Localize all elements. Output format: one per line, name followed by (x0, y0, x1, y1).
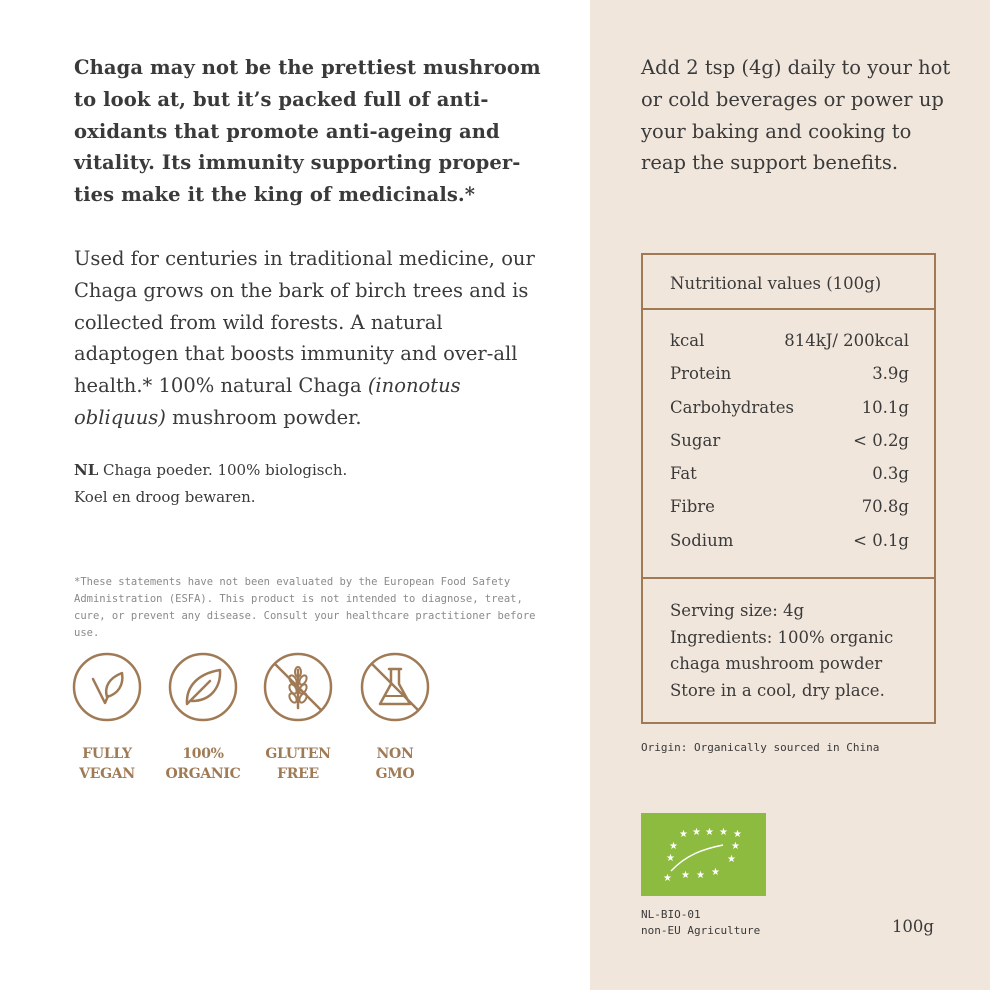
badge-vegan-label (62, 744, 152, 784)
svg-text:★: ★ (719, 827, 728, 838)
nutrient-label: Protein (670, 364, 732, 384)
nutrient-value: 70.8g (861, 497, 909, 517)
nutrient-value: 3.9g (872, 364, 909, 384)
usage-instructions: Add 2 tsp (4g) daily to your hot or cold beverages or power up your baking and cooking to reap the support benefits. (641, 56, 951, 175)
svg-text:★: ★ (679, 829, 688, 840)
ingredients-line-1: Ingredients: 100% organic (670, 627, 894, 647)
nutrition-footer (643, 579, 934, 704)
gluten-free-wheat-icon (263, 652, 333, 722)
nutrient-label: kcal (670, 331, 705, 350)
badge-gmo-label (350, 744, 440, 784)
description-text: Used for centuries in traditional medicine, our Chaga grows on the bark of birch trees and is collected from wild forests. A natural adaptogen that boosts immunity and over-all health.* 100% natural Chaga (74, 247, 535, 398)
badge-gluten-line2: FREE (277, 766, 319, 782)
dutch-line-1: Chaga poeder. 100% biologisch. (98, 461, 348, 479)
nutrition-table (641, 253, 936, 724)
svg-text:★: ★ (666, 853, 675, 864)
origin-note: Origin: Organically sourced in China (641, 741, 880, 754)
net-weight: 100g (891, 917, 934, 936)
badge-vegan (62, 652, 152, 784)
nutrition-title: Nutritional values (100g) (643, 255, 934, 310)
nutrient-label: Fibre (670, 497, 715, 517)
nutrition-row (670, 424, 909, 457)
badge-organic-line1: 100% (182, 746, 224, 762)
organic-leaf-icon (168, 652, 238, 722)
svg-text:★: ★ (705, 827, 714, 838)
serving-size: Serving size: 4g (670, 601, 805, 620)
nutrition-rows (643, 310, 934, 579)
dutch-line-2: Koel en droog bewaren. (74, 488, 256, 506)
svg-text:★: ★ (663, 873, 672, 884)
badge-organic (158, 652, 248, 784)
nutrient-value: 814kJ/ 200kcal (784, 331, 909, 350)
cert-agriculture: non-EU Agriculture (641, 924, 761, 937)
cert-code: NL-BIO-01 (641, 908, 701, 921)
storage-instruction: Store in a cool, dry place. (670, 680, 885, 700)
badge-gluten-free (253, 652, 343, 784)
ingredients-line-2: chaga mushroom powder (670, 654, 883, 674)
badge-gluten-label (253, 744, 343, 784)
badge-vegan-line2: VEGAN (79, 766, 135, 782)
certification-code (641, 907, 760, 939)
nutrition-row (670, 357, 909, 390)
intro-paragraph: Chaga may not be the prettiest mushroom to look at, but it’s packed full of anti-oxidants that promote anti-ageing and vitality. Its immunity supporting proper-ties make it the king of medicinals.* (74, 56, 541, 207)
svg-text:★: ★ (733, 829, 742, 840)
nutrition-row (670, 324, 909, 357)
svg-text:★: ★ (711, 867, 720, 878)
nutrient-label: Carbohydrates (670, 397, 794, 417)
description-paragraph (74, 243, 544, 434)
badge-vegan-line1: FULLY (82, 746, 132, 762)
nutrient-label: Sugar (670, 430, 721, 450)
badge-gmo-line1: NON (376, 746, 414, 762)
nutrient-label: Fat (670, 464, 697, 484)
disclaimer: *These statements have not been evaluated by the European Food Safety Administration (ESFA). This product is not intended to diagnose, treat, cure, or prevent any disease. Consult your healthcare practitioner before use. (74, 576, 536, 639)
svg-text:★: ★ (692, 827, 701, 838)
nutrient-value: < 0.1g (853, 530, 909, 550)
svg-text:★: ★ (727, 854, 736, 865)
badge-gluten-line1: GLUTEN (265, 746, 331, 762)
svg-text:★: ★ (731, 841, 740, 852)
nutrient-value: < 0.2g (853, 430, 909, 450)
eu-leaf-stars-icon (641, 813, 766, 896)
nutrition-row (670, 391, 909, 424)
dutch-note (74, 457, 544, 511)
badge-organic-line2: ORGANIC (165, 766, 241, 782)
badge-organic-label (158, 744, 248, 784)
badge-gmo-line2: GMO (375, 766, 415, 782)
svg-text:★: ★ (696, 870, 705, 881)
non-gmo-flask-icon (360, 652, 430, 722)
nutrition-row (670, 490, 909, 523)
language-tag: NL (74, 461, 99, 479)
svg-text:★: ★ (669, 841, 678, 852)
vegan-leaf-icon (72, 652, 142, 722)
nutrient-value: 10.1g (861, 397, 909, 417)
latin-name: (inonotus obliquus) (74, 374, 461, 429)
nutrition-row (670, 524, 909, 557)
nutrient-value: 0.3g (872, 464, 909, 484)
eu-organic-logo (641, 813, 766, 896)
description-end: mushroom powder. (165, 405, 362, 429)
svg-text:★: ★ (681, 870, 690, 881)
nutrient-label: Sodium (670, 530, 734, 550)
nutrition-row (670, 457, 909, 490)
badge-non-gmo (350, 652, 440, 784)
